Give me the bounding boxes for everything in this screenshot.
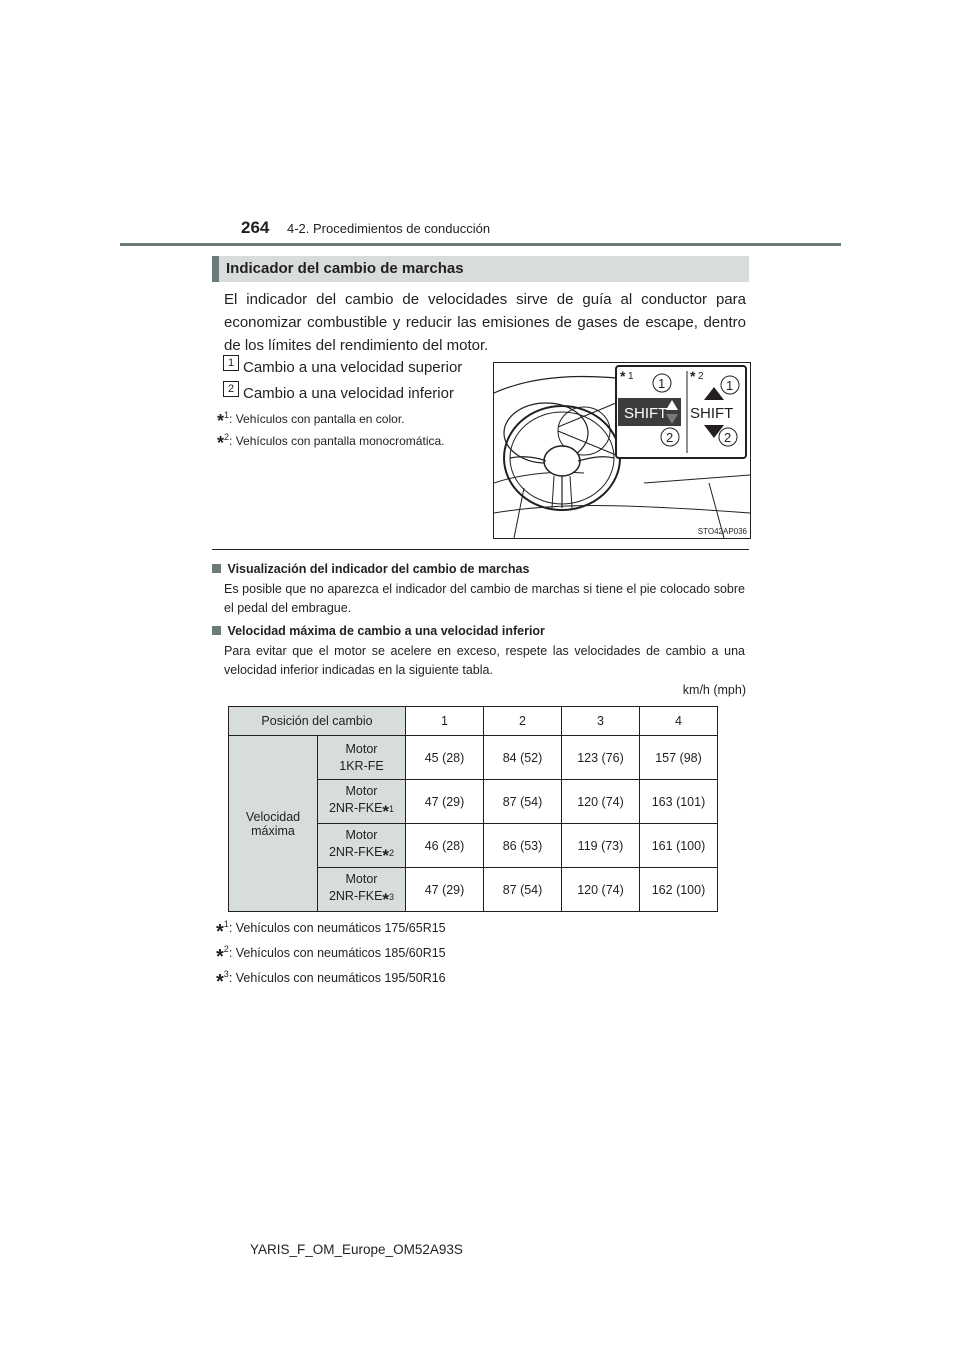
legend-item-upshift: Cambio a una velocidad superior — [243, 359, 463, 376]
subsection-1-title: Visualización del indicador del cambio de marchas — [227, 562, 530, 576]
square-bullet-icon — [212, 564, 221, 573]
subsection-2-body: Para evitar que el motor se acelere en exceso, respete las velocidades de cambio a una velocidad inferior indicadas en la siguiente tabla. — [224, 644, 745, 677]
svg-text:2: 2 — [724, 430, 732, 445]
section-divider — [212, 549, 749, 550]
table-cell: 45 (28) — [406, 736, 484, 780]
table-note-3 — [216, 969, 446, 994]
heading-title: Indicador del cambio de marchas — [226, 260, 464, 277]
heading-accent — [212, 256, 219, 282]
shift-speed-table — [228, 706, 718, 912]
svg-text:2: 2 — [666, 430, 674, 445]
note-sup: 1 — [223, 919, 229, 929]
table-cell: 161 (100) — [640, 824, 718, 868]
table-cell: 87 (54) — [484, 780, 562, 824]
table-cell: 163 (101) — [640, 780, 718, 824]
callout-number-1: 1 — [223, 355, 239, 371]
note-sup: 3 — [223, 969, 229, 979]
header-cell: 1 — [406, 707, 484, 736]
table-cell: 47 (29) — [406, 868, 484, 912]
svg-text:2: 2 — [698, 371, 704, 382]
svg-text:1: 1 — [628, 371, 634, 382]
row-group-line: máxima — [251, 823, 295, 838]
table-note-2 — [216, 944, 446, 969]
legend-note-1 — [217, 410, 404, 432]
svg-text:*: * — [690, 368, 696, 384]
subsection-2-heading — [212, 622, 545, 640]
engine-cell — [318, 868, 406, 912]
note-sub: 2 — [389, 848, 395, 858]
engine-cell — [318, 824, 406, 868]
asterisk-mark: * — [216, 921, 224, 944]
note-text: : Vehículos con pantalla monocromática. — [229, 434, 445, 448]
svg-text:1: 1 — [726, 378, 734, 393]
engine-label: Motor — [345, 741, 378, 756]
note-text: : Vehículos con neumáticos 185/60R15 — [228, 946, 446, 961]
engine-cell — [318, 736, 406, 780]
engine-code-text: 2NR-FKE — [328, 801, 383, 815]
asterisk-mark: * — [382, 890, 390, 909]
legend-note-2 — [217, 432, 445, 454]
table-cell: 162 (100) — [640, 868, 718, 912]
engine-code-text: 1KR-FE — [339, 758, 384, 773]
engine-code — [318, 844, 405, 864]
table-cell: 119 (73) — [562, 824, 640, 868]
subsection-1-heading — [212, 560, 529, 578]
header-cell: Posición del cambio — [229, 707, 406, 736]
table-cell: 157 (98) — [640, 736, 718, 780]
engine-code — [318, 758, 405, 775]
note-sub: 3 — [389, 892, 395, 902]
note-text: : Vehículos con neumáticos 175/65R15 — [228, 921, 446, 936]
svg-text:SHIFT: SHIFT — [690, 405, 734, 422]
legend-item-downshift: Cambio a una velocidad inferior — [243, 385, 454, 402]
engine-code-text: 2NR-FKE — [328, 845, 383, 859]
asterisk-mark: * — [216, 971, 224, 994]
asterisk-mark: * — [382, 802, 390, 821]
illustration-code: STO42AP036 — [697, 527, 747, 536]
engine-code-text: 2NR-FKE — [328, 889, 383, 903]
document-footer-code: YARIS_F_OM_Europe_OM52A93S — [250, 1242, 463, 1257]
engine-cell — [318, 780, 406, 824]
subsection-2-title: Velocidad máxima de cambio a una velocidad inferior — [227, 624, 545, 638]
asterisk-mark: * — [382, 846, 390, 865]
heading-bar — [212, 256, 749, 282]
engine-label: Motor — [345, 784, 378, 798]
square-bullet-icon — [212, 626, 221, 635]
engine-label: Motor — [345, 872, 378, 886]
row-group-label — [229, 736, 318, 912]
section-title: 4-2. Procedimientos de conducción — [287, 221, 491, 236]
svg-text:SHIFT: SHIFT — [624, 405, 668, 422]
table-cell: 87 (54) — [484, 868, 562, 912]
engine-code — [318, 888, 405, 908]
table-cell: 123 (76) — [562, 736, 640, 780]
asterisk-mark: * — [217, 411, 225, 431]
svg-text:*: * — [620, 368, 626, 384]
row-group-line: Velocidad — [245, 809, 301, 824]
header-cell: 3 — [562, 707, 640, 736]
asterisk-mark: * — [217, 433, 225, 453]
header-cell: 4 — [640, 707, 718, 736]
note-text: : Vehículos con pantalla en color. — [229, 412, 405, 426]
engine-code — [318, 800, 405, 820]
dashboard-drawing — [494, 363, 750, 538]
table-cell: 46 (28) — [406, 824, 484, 868]
table-cell: 86 (53) — [484, 824, 562, 868]
note-sup: 1 — [224, 410, 230, 420]
note-sup: 2 — [223, 944, 229, 954]
table-header-row — [229, 707, 718, 736]
table-units: km/h (mph) — [682, 683, 746, 697]
table-cell: 84 (52) — [484, 736, 562, 780]
note-sub: 1 — [389, 804, 395, 814]
callout-number-2: 2 — [223, 381, 239, 397]
engine-label: Motor — [345, 828, 378, 842]
svg-text:1: 1 — [658, 376, 666, 391]
table-cell: 120 (74) — [562, 780, 640, 824]
page-number: 264 — [241, 218, 270, 237]
intro-paragraph: El indicador del cambio de velocidades sirve de guía al conductor para economizar combustible y reducir las emisiones de gases de escape, dentro de los límites del rendimiento del motor. — [224, 291, 746, 354]
table-note-1 — [216, 919, 446, 944]
note-sup: 2 — [224, 432, 230, 442]
header-cell: 2 — [484, 707, 562, 736]
table-row — [229, 736, 718, 780]
header-rule — [120, 243, 841, 246]
asterisk-mark: * — [216, 946, 224, 969]
subsection-1-body: Es posible que no aparezca el indicador del cambio de marchas si tiene el pie colocado sobre el pedal del embrague. — [224, 582, 745, 615]
dashboard-illustration — [493, 362, 751, 539]
note-text: : Vehículos con neumáticos 195/50R16 — [228, 971, 446, 986]
table-cell: 47 (29) — [406, 780, 484, 824]
table-cell: 120 (74) — [562, 868, 640, 912]
